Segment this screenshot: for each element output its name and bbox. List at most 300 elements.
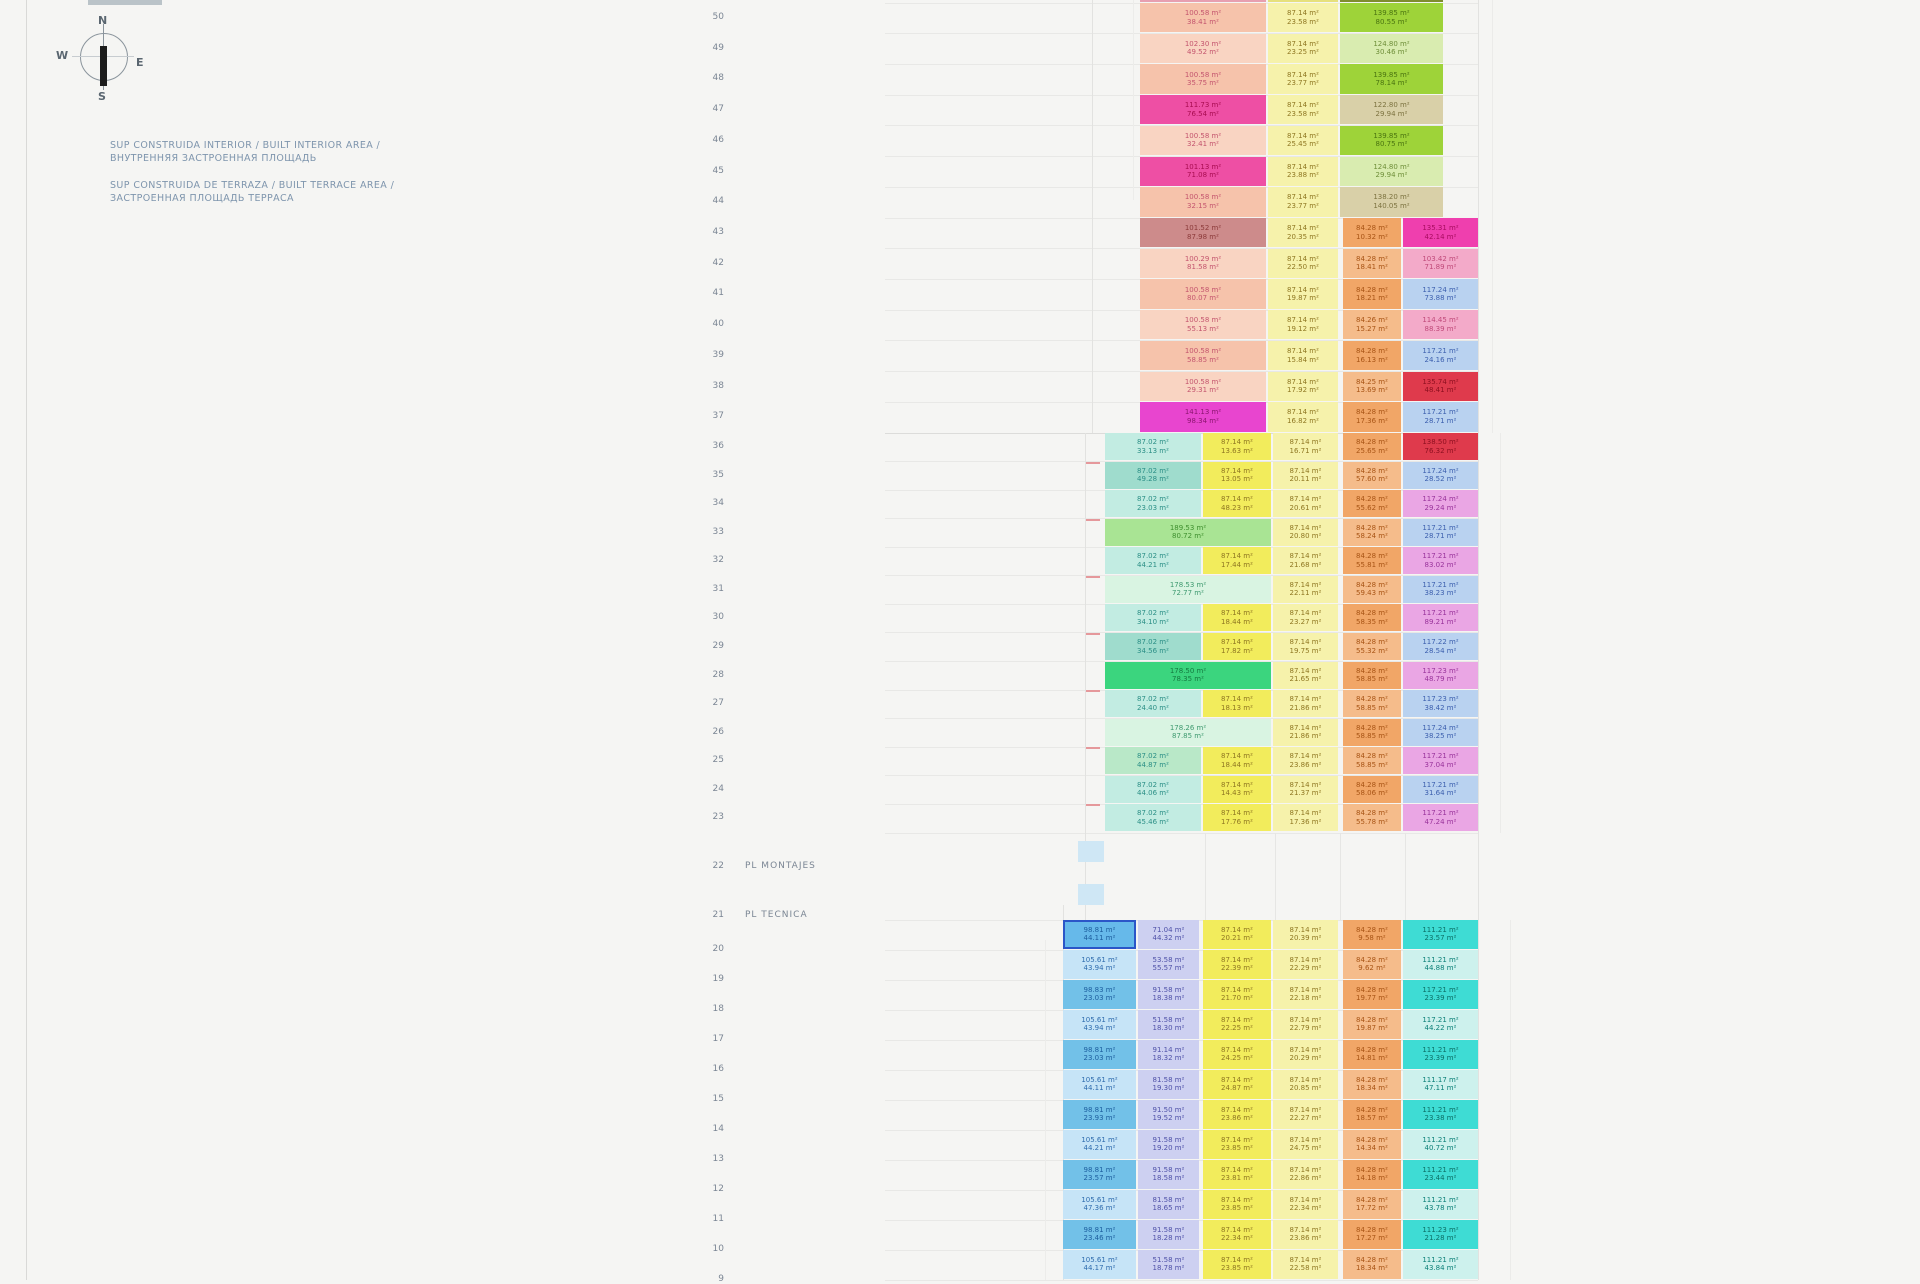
floor-number: 34 bbox=[712, 498, 724, 509]
interior-area-value: 84.28 m² bbox=[1356, 925, 1388, 934]
interior-area-value: 84.28 m² bbox=[1356, 609, 1388, 618]
terrace-area-value: 58.85 m² bbox=[1356, 675, 1388, 684]
floor-number: 48 bbox=[712, 73, 724, 84]
unit-cell bbox=[1140, 310, 1266, 339]
unit-cell bbox=[1138, 1010, 1199, 1039]
terrace-area-value: 58.85 m² bbox=[1356, 703, 1388, 712]
interior-area-value: 111.21 m² bbox=[1422, 1135, 1459, 1144]
interior-area-value: 87.14 m² bbox=[1289, 695, 1322, 704]
terrace-area-value: 23.57 m² bbox=[1083, 1174, 1116, 1183]
interior-area-value: 84.26 m² bbox=[1356, 316, 1388, 325]
unit-cell bbox=[1343, 576, 1401, 603]
interior-area-value: 117.23 m² bbox=[1422, 695, 1459, 704]
terrace-area-value: 30.46 m² bbox=[1375, 48, 1408, 57]
interior-area-value: 117.21 m² bbox=[1422, 809, 1459, 818]
terrace-area-value: 23.57 m² bbox=[1424, 934, 1457, 943]
floor-grid-line bbox=[885, 833, 1478, 834]
unit-cell bbox=[1105, 747, 1201, 774]
unit-cell bbox=[1105, 719, 1271, 746]
interior-area-value: 87.14 m² bbox=[1221, 1195, 1253, 1204]
unit-cell bbox=[1268, 279, 1338, 308]
interior-area-value: 124.80 m² bbox=[1373, 162, 1410, 171]
terrace-area-value: 76.54 m² bbox=[1187, 109, 1219, 118]
interior-area-value: 87.14 m² bbox=[1221, 780, 1253, 789]
interior-area-value: 87.14 m² bbox=[1221, 925, 1253, 934]
terrace-area-value: 20.35 m² bbox=[1287, 232, 1319, 241]
floor-number: 19 bbox=[712, 974, 724, 984]
interior-area-value: 117.21 m² bbox=[1422, 985, 1459, 994]
unit-cell bbox=[1203, 1130, 1271, 1159]
unit-cell bbox=[1273, 433, 1338, 460]
unit-cell bbox=[1203, 633, 1271, 660]
interior-area-value: 98.81 m² bbox=[1083, 925, 1116, 934]
floor-number: 49 bbox=[712, 42, 724, 53]
terrace-area-value: 58.85 m² bbox=[1356, 732, 1388, 741]
interior-area-value: 87.14 m² bbox=[1221, 1015, 1253, 1024]
dimension-tick bbox=[1086, 519, 1100, 521]
terrace-area-value: 23.25 m² bbox=[1287, 48, 1319, 57]
terrace-area-value: 21.68 m² bbox=[1289, 560, 1322, 569]
unit-cell bbox=[1203, 1220, 1271, 1249]
interior-area-value: 87.14 m² bbox=[1221, 438, 1253, 447]
interior-area-value: 87.14 m² bbox=[1289, 438, 1322, 447]
interior-area-value: 87.14 m² bbox=[1221, 1135, 1253, 1144]
unit-cell bbox=[1273, 604, 1338, 631]
interior-area-value: 84.28 m² bbox=[1356, 666, 1388, 675]
unit-cell bbox=[1343, 920, 1401, 949]
interior-area-value: 87.14 m² bbox=[1287, 162, 1319, 171]
unit-cell bbox=[1343, 310, 1401, 339]
terrace-area-value: 32.15 m² bbox=[1187, 201, 1219, 210]
unit-cell bbox=[1203, 920, 1271, 949]
unit-cell bbox=[1105, 462, 1201, 489]
interior-area-value: 122.80 m² bbox=[1373, 101, 1410, 110]
unit-cell bbox=[1273, 980, 1338, 1009]
terrace-area-value: 21.70 m² bbox=[1221, 994, 1253, 1003]
unit-cell bbox=[1403, 1040, 1478, 1069]
dimension-tick bbox=[1086, 462, 1100, 464]
floor-number: 18 bbox=[712, 1004, 724, 1014]
terrace-area-value: 19.52 m² bbox=[1152, 1114, 1185, 1123]
terrace-area-value: 22.25 m² bbox=[1221, 1024, 1253, 1033]
cutoff-row-fragment bbox=[1340, 0, 1443, 2]
terrace-area-value: 80.75 m² bbox=[1375, 140, 1408, 149]
building-outline-line bbox=[1045, 940, 1046, 1280]
unit-cell bbox=[1138, 1190, 1199, 1219]
interior-area-value: 117.24 m² bbox=[1422, 495, 1459, 504]
unit-cell bbox=[1273, 1040, 1338, 1069]
terrace-area-value: 33.13 m² bbox=[1137, 446, 1169, 455]
floor-number: 15 bbox=[712, 1094, 724, 1104]
unit-cell bbox=[1063, 1130, 1136, 1159]
interior-area-value: 84.28 m² bbox=[1356, 495, 1388, 504]
interior-area-value: 100.58 m² bbox=[1184, 316, 1222, 325]
unit-cell bbox=[1063, 1040, 1136, 1069]
interior-area-value: 87.02 m² bbox=[1137, 438, 1169, 447]
interior-area-value: 105.61 m² bbox=[1081, 1255, 1118, 1264]
dimension-tick bbox=[1086, 633, 1100, 635]
floor-number: 22 bbox=[712, 861, 724, 871]
interior-area-value: 84.28 m² bbox=[1356, 580, 1388, 589]
interior-area-value: 111.23 m² bbox=[1422, 1225, 1459, 1234]
unit-cell bbox=[1268, 95, 1338, 124]
terrace-area-value: 140.05 m² bbox=[1373, 201, 1410, 210]
interior-area-value: 87.14 m² bbox=[1289, 1015, 1322, 1024]
terrace-area-value: 32.41 m² bbox=[1187, 140, 1219, 149]
terrace-area-value: 19.12 m² bbox=[1287, 324, 1319, 333]
terrace-area-value: 23.03 m² bbox=[1083, 1054, 1116, 1063]
compass-needle-icon bbox=[100, 46, 107, 86]
interior-area-value: 87.14 m² bbox=[1289, 1135, 1322, 1144]
unit-cell bbox=[1273, 690, 1338, 717]
unit-cell bbox=[1343, 804, 1401, 831]
legend-interior-line1: SUP CONSTRUIDA INTERIOR / BUILT INTERIOR AREA / bbox=[110, 140, 381, 151]
interior-area-value: 87.14 m² bbox=[1221, 985, 1253, 994]
unit-cell bbox=[1343, 747, 1401, 774]
unit-cell bbox=[1140, 341, 1266, 370]
floor-number: 38 bbox=[712, 380, 724, 391]
interior-area-value: 87.14 m² bbox=[1289, 1165, 1322, 1174]
terrace-area-value: 15.84 m² bbox=[1287, 355, 1319, 364]
unit-cell bbox=[1268, 64, 1338, 93]
terrace-area-value: 18.30 m² bbox=[1152, 1024, 1185, 1033]
terrace-area-value: 43.94 m² bbox=[1083, 1024, 1116, 1033]
compass-rose bbox=[58, 16, 168, 116]
interior-area-value: 100.58 m² bbox=[1184, 347, 1222, 356]
unit-cell bbox=[1343, 1040, 1401, 1069]
unit-cell bbox=[1203, 1100, 1271, 1129]
unit-cell bbox=[1343, 1160, 1401, 1189]
unit-cell bbox=[1063, 1010, 1136, 1039]
terrace-area-value: 19.87 m² bbox=[1356, 1024, 1388, 1033]
terrace-area-value: 58.35 m² bbox=[1356, 617, 1388, 626]
unit-cell bbox=[1203, 1040, 1271, 1069]
unit-cell bbox=[1273, 1250, 1338, 1279]
unit-cell bbox=[1403, 719, 1478, 746]
interior-area-value: 178.53 m² bbox=[1169, 580, 1207, 589]
interior-area-value: 87.14 m² bbox=[1287, 377, 1319, 386]
interior-area-value: 84.28 m² bbox=[1356, 955, 1388, 964]
unit-cell bbox=[1063, 1100, 1136, 1129]
interior-area-value: 87.14 m² bbox=[1287, 408, 1319, 417]
terrace-area-value: 44.21 m² bbox=[1137, 560, 1169, 569]
interior-area-value: 138.20 m² bbox=[1373, 193, 1410, 202]
unit-cell bbox=[1343, 249, 1401, 278]
unit-cell bbox=[1268, 372, 1338, 401]
unit-cell bbox=[1063, 1070, 1136, 1099]
unit-cell bbox=[1268, 126, 1338, 155]
interior-area-value: 117.21 m² bbox=[1422, 1015, 1459, 1024]
floor-number: 13 bbox=[712, 1154, 724, 1164]
unit-cell bbox=[1403, 1130, 1478, 1159]
terrace-area-value: 20.29 m² bbox=[1289, 1054, 1322, 1063]
terrace-area-value: 24.16 m² bbox=[1424, 355, 1457, 364]
unit-cell bbox=[1273, 1190, 1338, 1219]
floor-number: 10 bbox=[712, 1244, 724, 1254]
unit-cell bbox=[1403, 804, 1478, 831]
unit-cell bbox=[1273, 719, 1338, 746]
terrace-area-value: 13.05 m² bbox=[1221, 475, 1253, 484]
unit-cell bbox=[1343, 1100, 1401, 1129]
terrace-area-value: 9.58 m² bbox=[1358, 934, 1386, 943]
unit-cell bbox=[1268, 402, 1338, 431]
unit-cell bbox=[1343, 341, 1401, 370]
unit-cell bbox=[1105, 633, 1201, 660]
terrace-area-value: 44.88 m² bbox=[1424, 964, 1457, 973]
unit-cell bbox=[1105, 662, 1271, 689]
interior-area-value: 84.28 m² bbox=[1356, 1075, 1388, 1084]
cutoff-row-fragment bbox=[1268, 0, 1338, 2]
terrace-area-value: 49.28 m² bbox=[1137, 475, 1169, 484]
interior-area-value: 84.28 m² bbox=[1356, 1045, 1388, 1054]
interior-area-value: 87.14 m² bbox=[1289, 552, 1322, 561]
floor-number: 27 bbox=[712, 698, 724, 709]
terrace-area-value: 44.21 m² bbox=[1083, 1144, 1116, 1153]
terrace-area-value: 23.77 m² bbox=[1287, 201, 1319, 210]
unit-cell bbox=[1273, 804, 1338, 831]
floor-number: 23 bbox=[712, 812, 724, 823]
terrace-area-value: 38.23 m² bbox=[1424, 589, 1457, 598]
unit-cell bbox=[1343, 218, 1401, 247]
terrace-area-value: 55.81 m² bbox=[1356, 560, 1388, 569]
terrace-area-value: 55.32 m² bbox=[1356, 646, 1388, 655]
terrace-area-value: 44.11 m² bbox=[1083, 934, 1116, 943]
floor-number: 42 bbox=[712, 257, 724, 268]
terrace-area-value: 23.44 m² bbox=[1424, 1174, 1457, 1183]
unit-cell bbox=[1138, 920, 1199, 949]
terrace-area-value: 24.40 m² bbox=[1137, 703, 1169, 712]
interior-area-value: 53.58 m² bbox=[1152, 955, 1185, 964]
unit-cell bbox=[1138, 980, 1199, 1009]
interior-area-value: 105.61 m² bbox=[1081, 1015, 1118, 1024]
terrace-area-value: 98.34 m² bbox=[1187, 416, 1219, 425]
unit-cell bbox=[1203, 1070, 1271, 1099]
terrace-area-value: 81.58 m² bbox=[1187, 263, 1219, 272]
interior-area-value: 111.21 m² bbox=[1422, 955, 1459, 964]
terrace-area-value: 10.32 m² bbox=[1356, 232, 1388, 241]
terrace-area-value: 29.94 m² bbox=[1375, 171, 1408, 180]
floor-number: 43 bbox=[712, 227, 724, 238]
interior-area-value: 87.02 m² bbox=[1137, 780, 1169, 789]
unit-cell bbox=[1403, 490, 1478, 517]
interior-area-value: 87.14 m² bbox=[1289, 985, 1322, 994]
interior-area-value: 87.02 m² bbox=[1137, 495, 1169, 504]
unit-cell bbox=[1343, 662, 1401, 689]
unit-cell bbox=[1273, 1130, 1338, 1159]
floor-grid-line bbox=[885, 1280, 1478, 1281]
floor-number: 37 bbox=[712, 411, 724, 422]
floor-number: 50 bbox=[712, 12, 724, 22]
unit-cell bbox=[1140, 95, 1266, 124]
interior-area-value: 87.14 m² bbox=[1221, 1045, 1253, 1054]
interior-area-value: 111.21 m² bbox=[1422, 1045, 1459, 1054]
terrace-area-value: 48.79 m² bbox=[1424, 675, 1457, 684]
terrace-area-value: 23.86 m² bbox=[1221, 1114, 1253, 1123]
interior-area-value: 87.14 m² bbox=[1287, 224, 1319, 233]
terrace-area-value: 29.94 m² bbox=[1375, 109, 1408, 118]
unit-cell bbox=[1403, 462, 1478, 489]
unit-cell bbox=[1273, 1100, 1338, 1129]
unit-cell bbox=[1343, 1250, 1401, 1279]
interior-area-value: 87.02 m² bbox=[1137, 609, 1169, 618]
floor-number: 17 bbox=[712, 1034, 724, 1044]
terrace-area-value: 14.43 m² bbox=[1221, 789, 1253, 798]
floor-number: 36 bbox=[712, 441, 724, 451]
interior-area-value: 100.58 m² bbox=[1184, 377, 1222, 386]
area-legend bbox=[110, 139, 394, 219]
unit-cell bbox=[1403, 433, 1478, 460]
interior-area-value: 84.28 m² bbox=[1356, 254, 1388, 263]
unit-cell bbox=[1105, 490, 1201, 517]
interior-area-value: 91.58 m² bbox=[1152, 1225, 1185, 1234]
unit-cell bbox=[1203, 547, 1271, 574]
terrace-area-value: 58.24 m² bbox=[1356, 532, 1388, 541]
interior-area-value: 87.02 m² bbox=[1137, 695, 1169, 704]
terrace-area-value: 24.25 m² bbox=[1221, 1054, 1253, 1063]
floor-number: 26 bbox=[712, 726, 724, 737]
terrace-area-value: 43.78 m² bbox=[1424, 1204, 1457, 1213]
interior-area-value: 117.21 m² bbox=[1422, 523, 1459, 532]
unit-cell bbox=[1403, 547, 1478, 574]
terrace-area-value: 23.38 m² bbox=[1424, 1114, 1457, 1123]
interior-area-value: 87.14 m² bbox=[1221, 1255, 1253, 1264]
terrace-area-value: 76.32 m² bbox=[1424, 446, 1457, 455]
interior-area-value: 87.14 m² bbox=[1287, 131, 1319, 140]
terrace-area-value: 20.80 m² bbox=[1289, 532, 1322, 541]
interior-area-value: 111.21 m² bbox=[1422, 1195, 1459, 1204]
unit-cell bbox=[1273, 462, 1338, 489]
terrace-area-value: 80.07 m² bbox=[1187, 294, 1219, 303]
terrace-area-value: 89.21 m² bbox=[1424, 617, 1457, 626]
interior-area-value: 84.28 m² bbox=[1356, 552, 1388, 561]
interior-area-value: 84.25 m² bbox=[1356, 377, 1388, 386]
unit-cell bbox=[1273, 920, 1338, 949]
terrace-area-value: 47.11 m² bbox=[1424, 1084, 1457, 1093]
interior-area-value: 178.26 m² bbox=[1169, 723, 1207, 732]
terrace-area-value: 48.23 m² bbox=[1221, 503, 1253, 512]
legend-interior-line2: ВНУТРЕННЯЯ ЗАСТРОЕННАЯ ПЛОЩАДЬ bbox=[110, 153, 317, 164]
terrace-area-value: 18.32 m² bbox=[1152, 1054, 1185, 1063]
interior-area-value: 87.02 m² bbox=[1137, 809, 1169, 818]
unit-cell bbox=[1203, 747, 1271, 774]
terrace-area-value: 88.39 m² bbox=[1424, 324, 1457, 333]
terrace-area-value: 18.57 m² bbox=[1356, 1114, 1388, 1123]
terrace-area-value: 59.43 m² bbox=[1356, 589, 1388, 598]
terrace-area-value: 17.27 m² bbox=[1356, 1234, 1388, 1243]
terrace-area-value: 24.87 m² bbox=[1221, 1084, 1253, 1093]
floor-number: 14 bbox=[712, 1124, 724, 1134]
terrace-area-value: 21.86 m² bbox=[1289, 703, 1322, 712]
interior-area-value: 84.28 m² bbox=[1356, 224, 1388, 233]
terrace-area-value: 23.86 m² bbox=[1289, 1234, 1322, 1243]
unit-cell bbox=[1138, 1160, 1199, 1189]
unit-cell bbox=[1063, 920, 1136, 949]
unit-cell bbox=[1403, 662, 1478, 689]
unit-cell bbox=[1403, 633, 1478, 660]
terrace-area-value: 40.72 m² bbox=[1424, 1144, 1457, 1153]
building-outline-line bbox=[1340, 833, 1341, 920]
terrace-area-value: 9.62 m² bbox=[1358, 964, 1386, 973]
terrace-area-value: 23.93 m² bbox=[1083, 1114, 1116, 1123]
unit-cell bbox=[1403, 310, 1478, 339]
terrace-area-value: 17.36 m² bbox=[1289, 817, 1322, 826]
terrace-area-value: 19.20 m² bbox=[1152, 1144, 1185, 1153]
interior-area-value: 87.14 m² bbox=[1221, 955, 1253, 964]
unit-cell bbox=[1343, 519, 1401, 546]
terrace-area-value: 22.50 m² bbox=[1287, 263, 1319, 272]
unit-cell bbox=[1140, 157, 1266, 186]
terrace-area-value: 23.88 m² bbox=[1287, 171, 1319, 180]
interior-area-value: 100.58 m² bbox=[1184, 193, 1222, 202]
terrace-area-value: 23.86 m² bbox=[1289, 760, 1322, 769]
floor-number: 28 bbox=[712, 669, 724, 680]
unit-cell bbox=[1340, 64, 1443, 93]
unit-cell bbox=[1273, 662, 1338, 689]
interior-area-value: 178.50 m² bbox=[1169, 666, 1207, 675]
unit-cell bbox=[1105, 690, 1201, 717]
unit-cell bbox=[1140, 279, 1266, 308]
terrace-area-value: 23.77 m² bbox=[1287, 79, 1319, 88]
interior-area-value: 87.14 m² bbox=[1221, 809, 1253, 818]
terrace-area-value: 38.41 m² bbox=[1187, 17, 1219, 26]
interior-area-value: 111.21 m² bbox=[1422, 1165, 1459, 1174]
interior-area-value: 103.42 m² bbox=[1422, 254, 1459, 263]
terrace-area-value: 29.31 m² bbox=[1187, 386, 1219, 395]
terrace-area-value: 22.86 m² bbox=[1289, 1174, 1322, 1183]
unit-cell bbox=[1403, 1220, 1478, 1249]
unit-cell bbox=[1063, 1190, 1136, 1219]
floor-number: 11 bbox=[712, 1214, 724, 1224]
terrace-area-value: 35.75 m² bbox=[1187, 79, 1219, 88]
interior-area-value: 105.61 m² bbox=[1081, 1075, 1118, 1084]
unit-cell bbox=[1138, 950, 1199, 979]
unit-cell bbox=[1105, 804, 1201, 831]
interior-area-value: 87.14 m² bbox=[1289, 638, 1322, 647]
terrace-area-value: 15.27 m² bbox=[1356, 324, 1388, 333]
interior-area-value: 135.31 m² bbox=[1422, 224, 1459, 233]
unit-cell bbox=[1203, 1190, 1271, 1219]
interior-area-value: 87.02 m² bbox=[1137, 552, 1169, 561]
interior-area-value: 87.14 m² bbox=[1221, 495, 1253, 504]
dimension-tick bbox=[1086, 576, 1100, 578]
unit-cell bbox=[1273, 1070, 1338, 1099]
interior-area-value: 84.28 m² bbox=[1356, 438, 1388, 447]
interior-area-value: 87.14 m² bbox=[1287, 316, 1319, 325]
interior-area-value: 84.28 m² bbox=[1356, 1135, 1388, 1144]
unit-cell bbox=[1105, 576, 1271, 603]
unit-cell bbox=[1343, 433, 1401, 460]
unit-cell bbox=[1403, 1010, 1478, 1039]
interior-area-value: 84.28 m² bbox=[1356, 638, 1388, 647]
interior-area-value: 98.81 m² bbox=[1083, 1105, 1116, 1114]
terrace-area-value: 78.35 m² bbox=[1172, 675, 1204, 684]
unit-cell bbox=[1343, 547, 1401, 574]
terrace-area-value: 20.21 m² bbox=[1221, 934, 1253, 943]
interior-area-value: 87.14 m² bbox=[1289, 752, 1322, 761]
terrace-area-value: 24.75 m² bbox=[1289, 1144, 1322, 1153]
terrace-area-value: 18.34 m² bbox=[1356, 1084, 1388, 1093]
interior-area-value: 87.14 m² bbox=[1289, 1225, 1322, 1234]
unit-cell bbox=[1343, 372, 1401, 401]
interior-area-value: 87.14 m² bbox=[1287, 285, 1319, 294]
terrace-area-value: 58.85 m² bbox=[1187, 355, 1219, 364]
floor-number: 35 bbox=[712, 469, 724, 480]
interior-area-value: 111.73 m² bbox=[1184, 101, 1222, 110]
legend-terrace-line1: SUP CONSTRUIDA DE TERRAZA / BUILT TERRACE AREA / bbox=[110, 180, 395, 191]
interior-area-value: 117.21 m² bbox=[1422, 752, 1459, 761]
unit-cell bbox=[1343, 776, 1401, 803]
interior-area-value: 87.14 m² bbox=[1289, 809, 1322, 818]
